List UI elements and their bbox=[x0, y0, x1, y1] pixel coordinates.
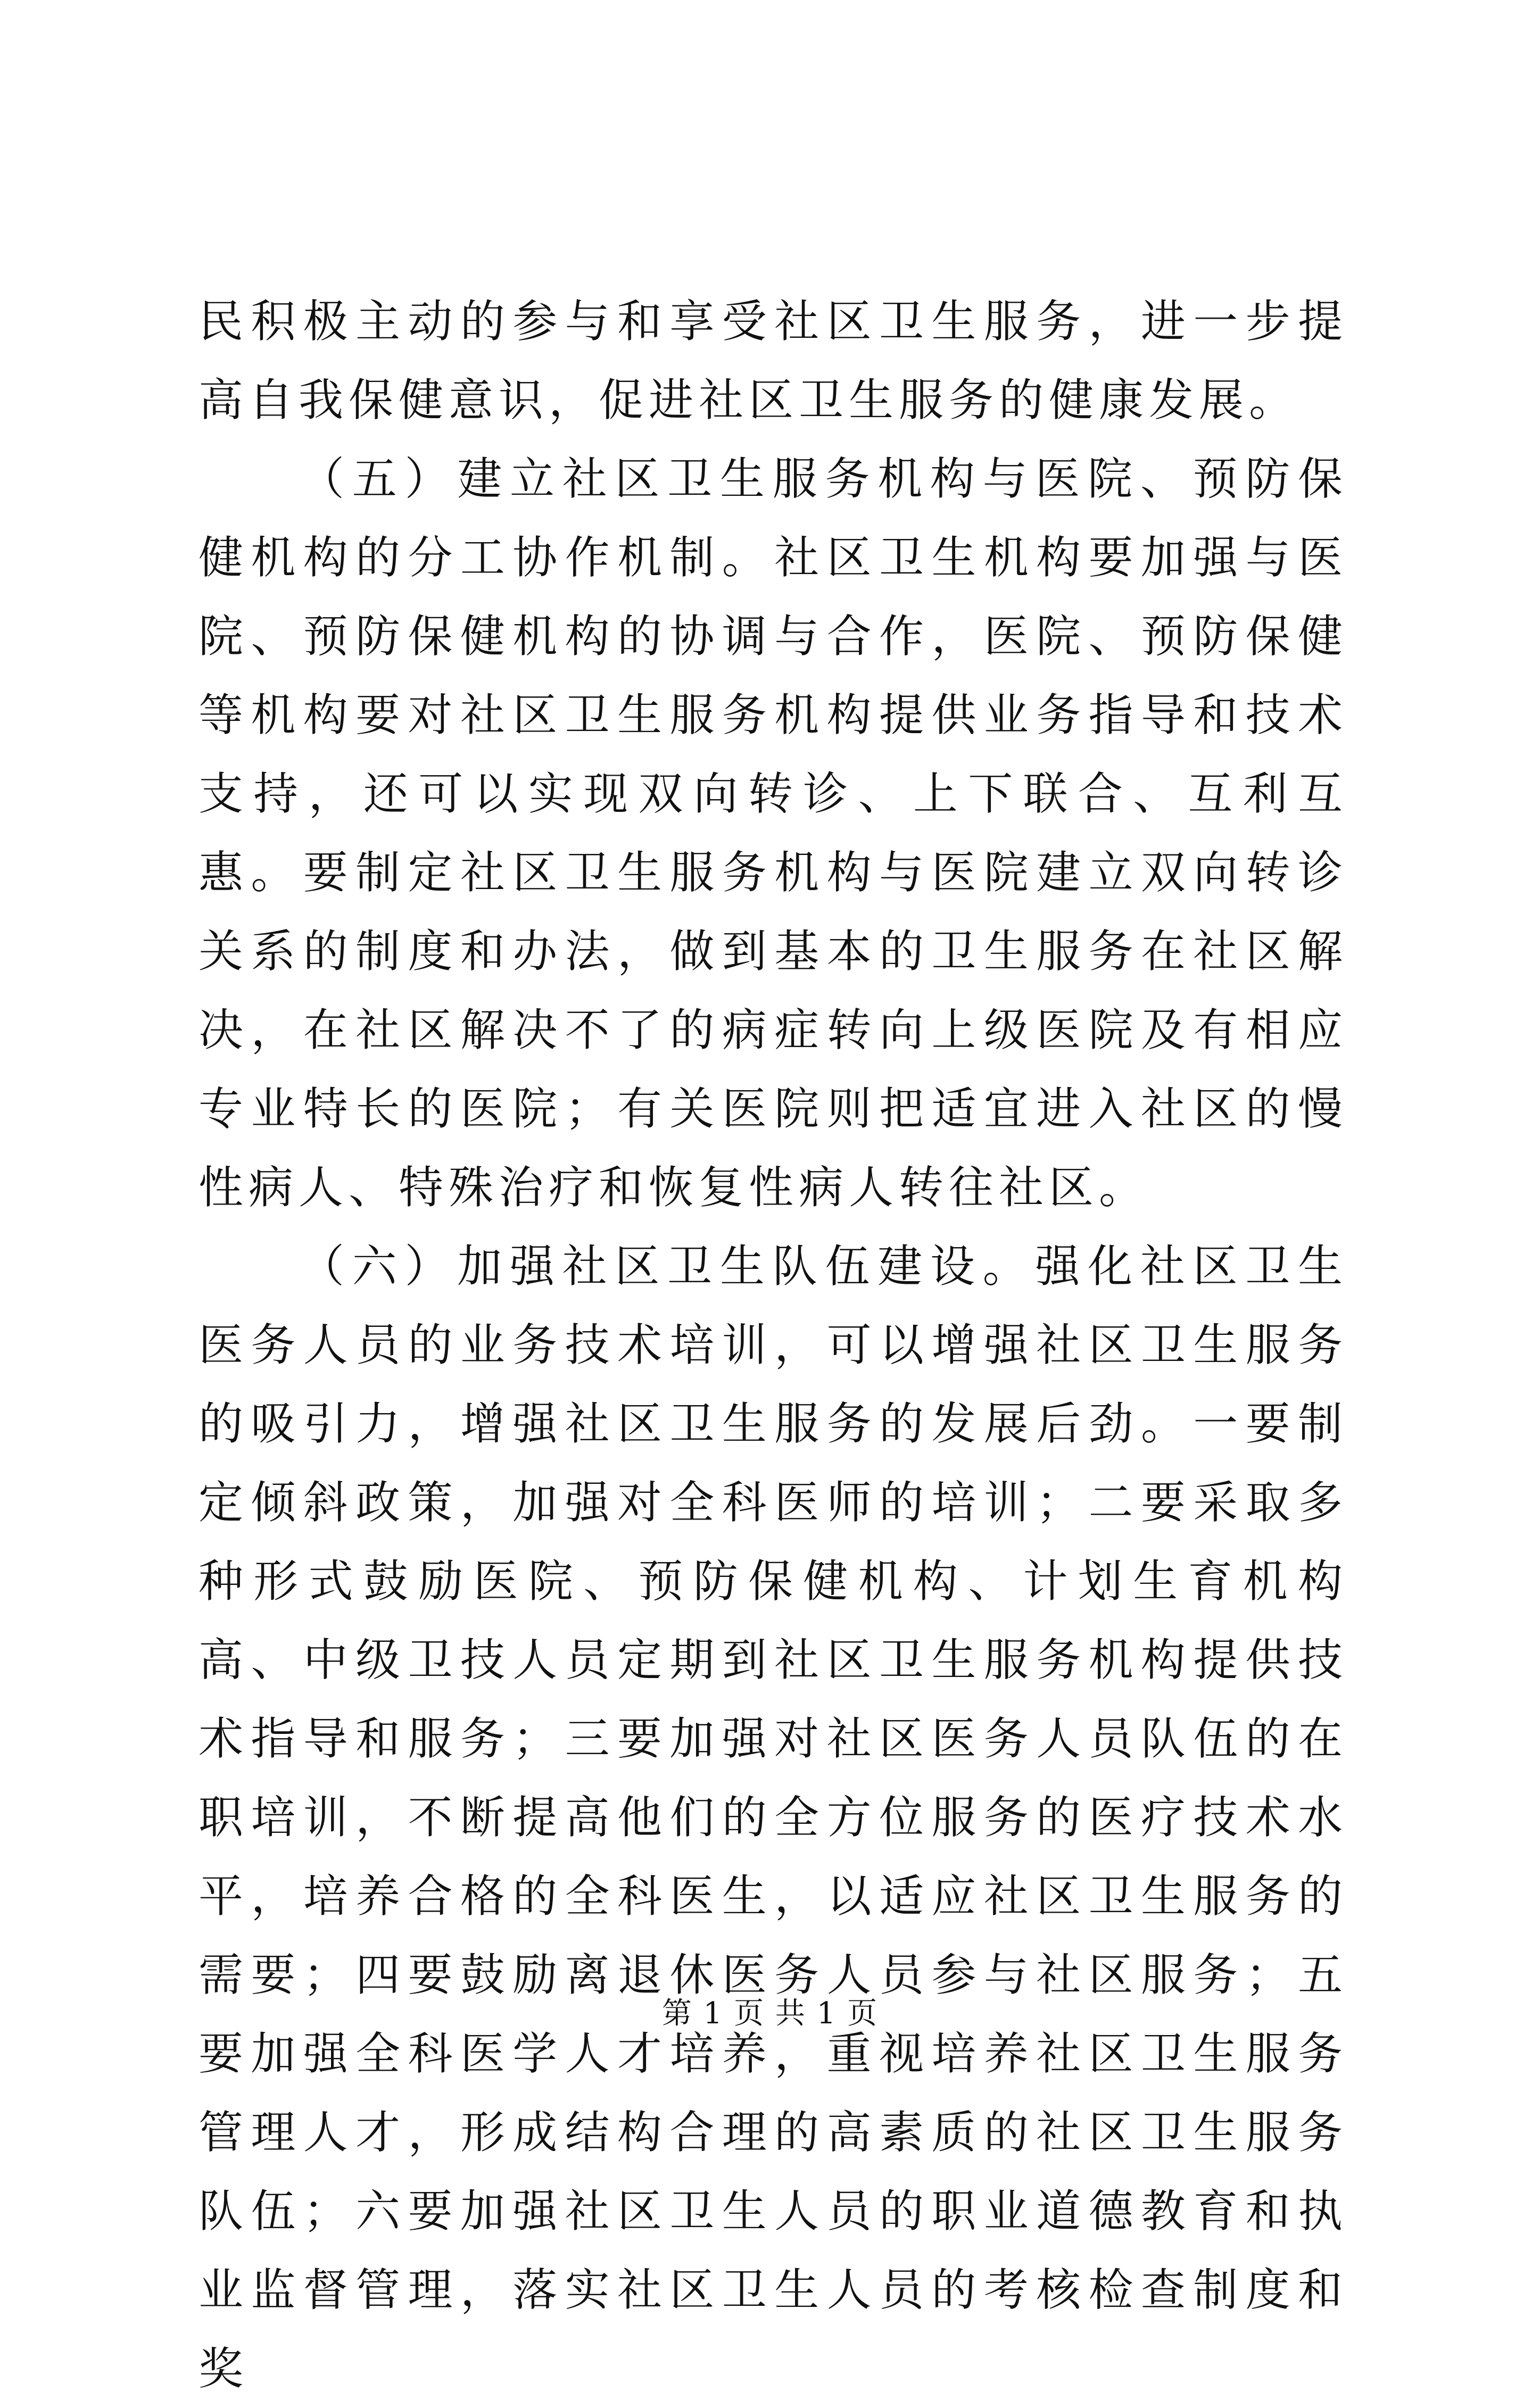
paragraph-continuation: 民积极主动的参与和享受社区卫生服务，进一步提高自我保健意识，促进社区卫生服务的健康发展。 bbox=[198, 295, 1348, 426]
document-body bbox=[198, 282, 1348, 2408]
page-footer: 第 1 页 共 1 页 bbox=[661, 1996, 879, 2031]
paragraph-section-6: （六）加强社区卫生队伍建设。强化社区卫生医务人员的业务技术培训，可以增强社区卫生服务的吸引力，增强社区卫生服务的发展后劲。一要制定倾斜政策，加强对全科医师的培训；二要采取多种形式鼓励医院、预防保健机构、计划生育机构高、中级卫技人员定期到社区卫生服务机构提供技术指导和服务；三要加强对社区医务人员队伍的在职培训，不断提高他们的全方位服务的医疗技术水平，培养合格的全科医生，以适应社区卫生服务的需要；四要鼓励离退休医务人员参与社区服务；五要加强全科医学人才培养，重视培养社区卫生服务管理人才，形成结构合理的高素质的社区卫生服务队伍；六要加强社区卫生人员的职业道德教育和执业监督管理，落实社区卫生人员的考核检查制度和奖 bbox=[198, 1240, 1348, 2395]
paragraph-section-5: （五）建立社区卫生服务机构与医院、预防保健机构的分工协作机制。社区卫生机构要加强与医院、预防保健机构的协调与合作，医院、预防保健等机构要对社区卫生服务机构提供业务指导和技术支持，还可以实现双向转诊、上下联合、互利互惠。要制定社区卫生服务机构与医院建立双向转诊关系的制度和办法，做到基本的卫生服务在社区解决，在社区解决不了的病症转向上级医院及有相应专业特长的医院；有关医院则把适宜进入社区的慢性病人、特殊治疗和恢复性病人转往社区。 bbox=[198, 453, 1348, 1214]
